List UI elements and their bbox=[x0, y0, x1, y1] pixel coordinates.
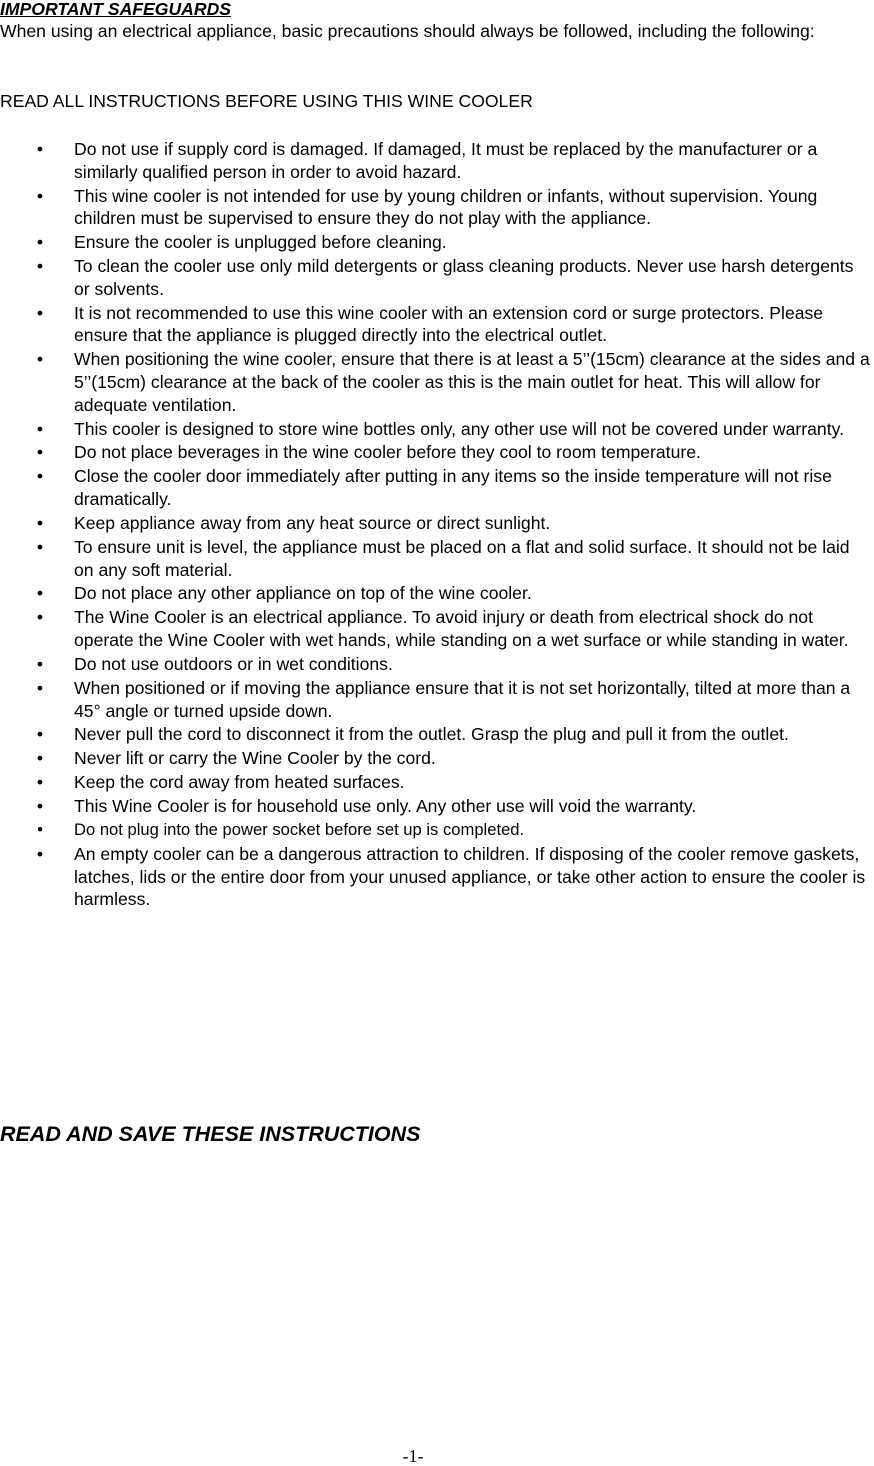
list-item-text: This Wine Cooler is for household use only. Any other use will void the warranty. bbox=[74, 796, 697, 817]
list-item bbox=[0, 465, 874, 510]
list-item bbox=[0, 138, 874, 183]
list-item-text: Do not use outdoors or in wet conditions. bbox=[74, 653, 393, 674]
list-item bbox=[0, 795, 874, 818]
bullet-icon: • bbox=[36, 185, 44, 206]
list-item-text: The Wine Cooler is an electrical appliance. To avoid injury or death from electrical shock do not operate the Wine Cooler with wet hands, while standing on a wet surface or while standing in water. bbox=[74, 607, 849, 651]
list-item-text: Keep appliance away from any heat source or direct sunlight. bbox=[74, 512, 551, 533]
list-item-text: Do not use if supply cord is damaged. If damaged, It must be replaced by the manufacturer or a similarly qualified person in order to avoid hazard. bbox=[74, 139, 818, 182]
list-item-text: To ensure unit is level, the appliance must be placed on a flat and solid surface. It should not be laid on any soft material. bbox=[74, 536, 850, 580]
bullet-icon: • bbox=[36, 442, 44, 463]
bullet-icon: • bbox=[36, 607, 44, 628]
list-item bbox=[0, 255, 874, 300]
bullet-icon: • bbox=[36, 256, 44, 277]
list-item bbox=[0, 677, 874, 722]
bullet-icon: • bbox=[36, 796, 44, 817]
list-item bbox=[0, 185, 874, 230]
bullet-icon: • bbox=[36, 843, 44, 864]
safeguards-heading: IMPORTANT SAFEGUARDS bbox=[0, 0, 232, 19]
save-instructions-heading: READ AND SAVE THESE INSTRUCTIONS bbox=[0, 1122, 421, 1146]
bullet-icon: • bbox=[36, 536, 44, 557]
list-item-text: Ensure the cooler is unplugged before cleaning. bbox=[74, 232, 447, 253]
safeguards-list bbox=[0, 138, 874, 912]
bullet-icon: • bbox=[36, 232, 44, 253]
list-item bbox=[0, 536, 874, 581]
list-item-text: Keep the cord away from heated surfaces. bbox=[74, 772, 405, 793]
list-item-text: It is not recommended to use this wine cooler with an extension cord or surge protectors. Please ensure that the appliance is plugged directly into the electrical outlet. bbox=[74, 302, 824, 346]
bullet-icon: • bbox=[36, 748, 44, 769]
bullet-icon: • bbox=[36, 653, 44, 674]
list-item bbox=[0, 348, 874, 416]
list-item bbox=[0, 582, 874, 605]
bullet-icon: • bbox=[36, 724, 44, 745]
list-item bbox=[0, 819, 874, 842]
list-item-text: To clean the cooler use only mild detergents or glass cleaning products. Never use harsh detergents or solvents. bbox=[74, 256, 854, 299]
bullet-icon: • bbox=[36, 772, 44, 793]
list-item-text: When positioning the wine cooler, ensure that there is at least a 5’’(15cm) clearance at the sides and a 5’’(15cm) clearance at the back of the cooler as this is the main outlet for heat. This will allow for adequate ventilation. bbox=[74, 349, 870, 415]
list-item-text: Never lift or carry the Wine Cooler by the cord. bbox=[74, 748, 436, 769]
intro-paragraph: When using an electrical appliance, basic precautions should always be followed, including the following: bbox=[0, 21, 815, 41]
list-item-text: When positioned or if moving the appliance ensure that it is not set horizontally, tilted at more than a 45° angle or turned upside down. bbox=[74, 677, 851, 721]
list-item-text: This cooler is designed to store wine bottles only, any other use will not be covered under warranty. bbox=[74, 418, 844, 439]
list-item bbox=[0, 231, 874, 254]
bullet-icon: • bbox=[36, 466, 44, 487]
bullet-icon: • bbox=[36, 677, 44, 698]
list-item bbox=[0, 606, 874, 651]
list-item bbox=[0, 653, 874, 676]
bullet-icon: • bbox=[36, 139, 44, 159]
list-item bbox=[0, 771, 874, 794]
list-item-text: Close the cooler door immediately after putting in any items so the inside temperature will not rise dramatically. bbox=[74, 466, 832, 510]
read-all-notice: READ ALL INSTRUCTIONS BEFORE USING THIS WINE COOLER bbox=[0, 91, 533, 111]
list-item bbox=[0, 302, 874, 347]
list-item-text: An empty cooler can be a dangerous attraction to children. If disposing of the cooler remove gaskets, latches, lids or the entire door from your unused appliance, or take other action to ensure the cooler is harmless. bbox=[74, 843, 866, 910]
list-item-text: This wine cooler is not intended for use by young children or infants, without supervision. Young children must be supervised to ensure they do not play with the appliance. bbox=[74, 185, 818, 229]
bullet-icon: • bbox=[37, 819, 43, 839]
bullet-icon: • bbox=[36, 583, 44, 604]
list-item-text: Do not place any other appliance on top of the wine cooler. bbox=[74, 583, 532, 604]
list-item bbox=[0, 723, 874, 746]
list-item bbox=[0, 418, 874, 441]
bullet-icon: • bbox=[36, 418, 44, 439]
list-item-text: Do not plug into the power socket before set up is completed. bbox=[74, 819, 525, 839]
page-number: -1- bbox=[402, 1446, 424, 1466]
bullet-icon: • bbox=[36, 302, 44, 323]
bullet-icon: • bbox=[36, 512, 44, 533]
list-item bbox=[0, 441, 874, 464]
list-item-text: Never pull the cord to disconnect it from the outlet. Grasp the plug and pull it from the outlet. bbox=[74, 724, 789, 745]
list-item bbox=[0, 843, 874, 911]
bullet-icon: • bbox=[36, 349, 44, 370]
list-item-text: Do not place beverages in the wine cooler before they cool to room temperature. bbox=[74, 442, 701, 463]
list-item bbox=[0, 512, 874, 535]
list-item bbox=[0, 747, 874, 770]
